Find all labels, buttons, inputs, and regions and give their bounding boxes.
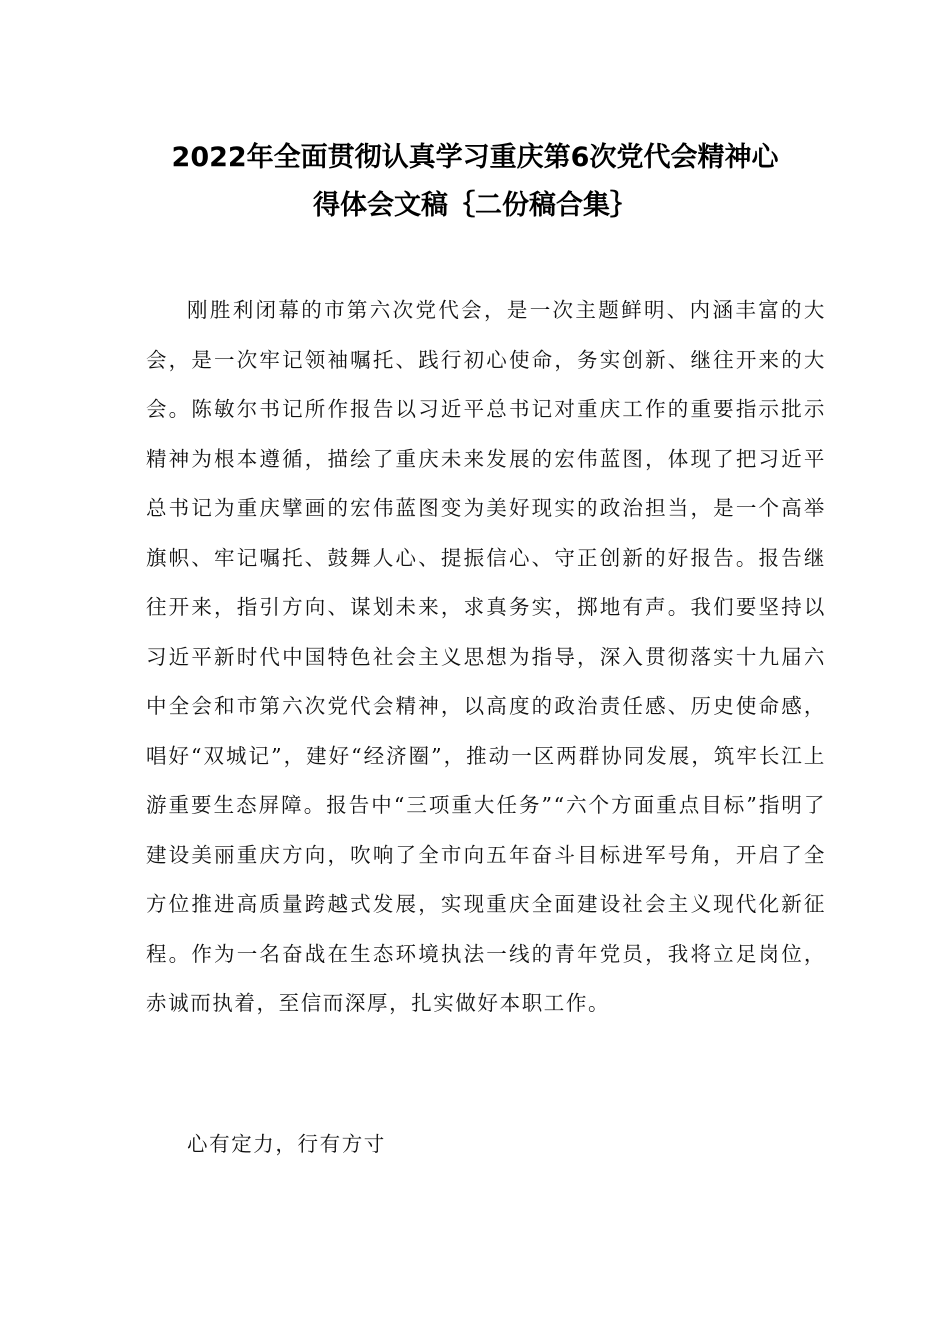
document-title-line-2: 得体会文稿｛二份稿合集｝: [313, 190, 637, 221]
section-subheading: 心有定力，行有方寸: [187, 1132, 386, 1156]
document-title-line-1: 2022年全面贯彻认真学习重庆第6次党代会精神心: [171, 142, 779, 173]
body-paragraph: 刚胜利闭幕的市第六次党代会，是一次主题鲜明、内涵丰富的大会，是一次牢记领袖嘱托、践行初心使命，务实创新、继往开来的大会。陈敏尔书记所作报告以习近平总书记对重庆工作的重要指示批示精神为根本遵循，描绘了重庆未来发展的宏伟蓝图，体现了把习近平总书记为重庆擘画的宏伟蓝图变为美好现实的政治担当，是一个高举旗帜、牢记嘱托、鼓舞人心、提振信心、守正创新的好报告。报告继往开来，指引方向、谋划未来，求真务实，掷地有声。我们要坚持以习近平新时代中国特色社会主义思想为指导，深入贯彻落实十九届六中全会和市第六次党代会精神，以高度的政治责任感、历史使命感，唱好“双城记”，建好“经济圈”，推动一区两群协同发展，筑牢长江上游重要生态屏障。报告中“三项重大任务”“六个方面重点目标”指明了建设美丽重庆方向，吹响了全市向五年奋斗目标进军号角，开启了全方位推进高质量跨越式发展，实现重庆全面建设社会主义现代化新征程。作为一名奋战在生态环境执法一线的青年党员，我将立足岗位，赤诚而执着，至信而深厚，扎实做好本职工作。: [146, 298, 826, 1015]
